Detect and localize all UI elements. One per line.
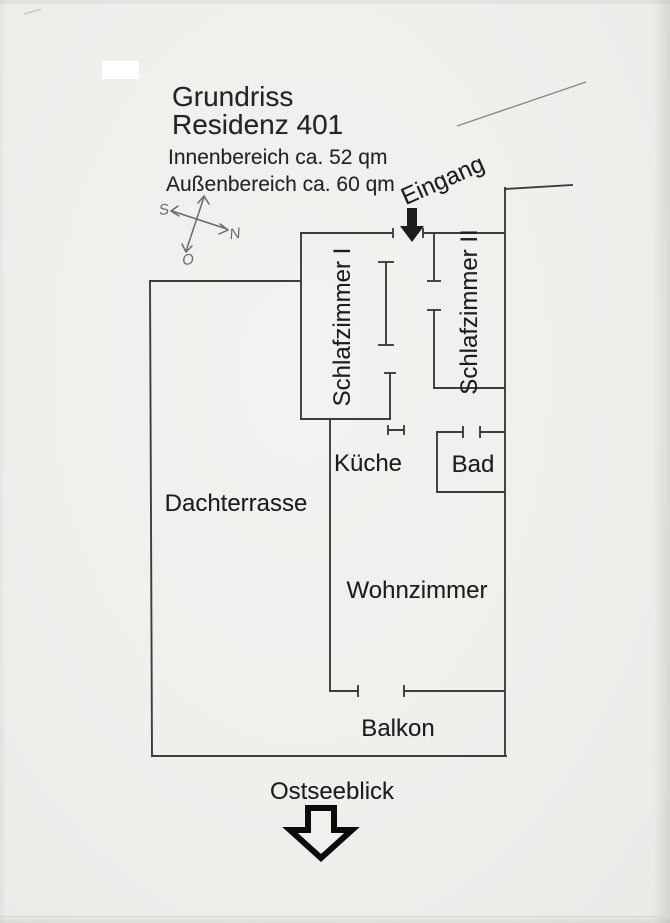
room-label-bedroom1: Schlafzimmer I [329,247,356,407]
sea-view-arrow-icon [290,808,352,858]
compass-south-label: S [157,200,171,220]
entrance-label: Eingang [397,150,489,211]
sea-view-label: Ostseeblick [269,778,395,805]
area-inner-label: Innenbereich ca. 52 qm [168,146,388,169]
area-outer-label: Außenbereich ca. 60 qm [166,173,395,196]
room-label-living-room: Wohnzimmer [346,577,488,604]
room-label-kitchen: Küche [333,450,403,477]
room-label-bathroom: Bad [451,451,495,478]
scan-stray-marks [24,9,41,14]
roofline-stray-line [457,82,586,126]
compass-icon [171,196,228,252]
room-label-roof-terrace: Dachterrasse [164,490,308,517]
page-title: Grundriss [172,81,294,112]
room-label-balcony: Balkon [361,715,435,742]
compass-north-label: N [228,224,242,244]
entrance-arrow-icon [400,208,424,242]
page-subtitle-residence: Residenz 401 [172,109,344,140]
compass-east-label: O [181,250,195,270]
room-label-bedroom2: Schlafzimmer II [456,229,483,395]
